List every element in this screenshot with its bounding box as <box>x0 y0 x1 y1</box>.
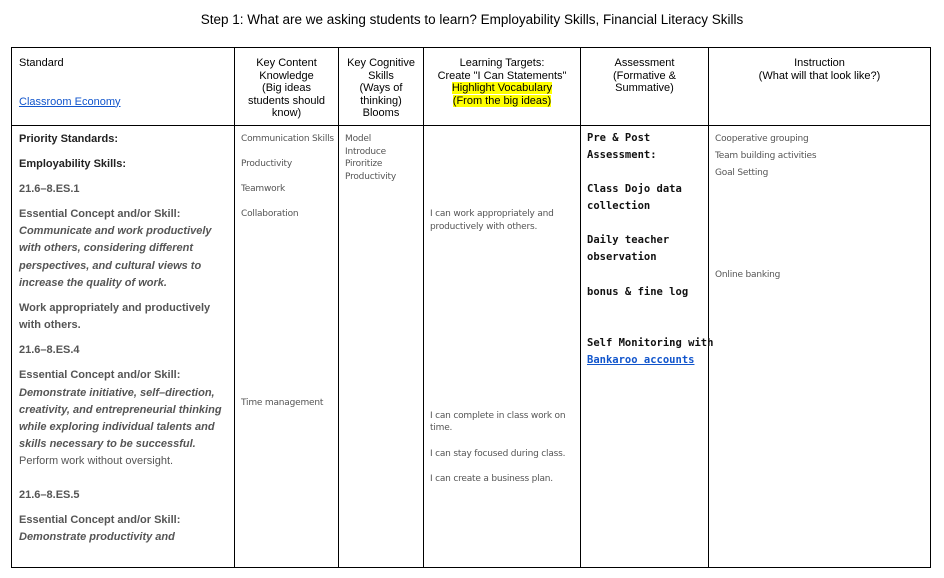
header-content <box>235 57 338 120</box>
highlight-vocabulary: Highlight Vocabulary <box>451 82 553 94</box>
target-line: I can complete in class work on <box>430 411 566 421</box>
cognitive-item: Model <box>345 134 372 144</box>
header-cognitive-line: Skills <box>368 69 394 82</box>
work-line: with others. <box>19 319 81 331</box>
header-content-line: Key Content <box>256 57 317 69</box>
concept-line: with others, considering different <box>19 242 193 254</box>
concept-line: Demonstrate productivity and <box>19 531 175 543</box>
assessment-line: Class Dojo data <box>587 183 682 195</box>
target-line: I can work appropriately and <box>430 209 554 219</box>
cognitive-item: Productivity <box>345 172 396 182</box>
header-assessment <box>581 57 708 95</box>
header-cognitive-line: Key Cognitive <box>347 57 415 69</box>
header-assessment-line: (Formative & <box>613 69 676 82</box>
header-standard-label: Standard <box>19 57 64 69</box>
concept-label: Essential Concept and/or Skill: <box>19 369 181 381</box>
standard-code: 21.6–8.ES.1 <box>19 183 80 195</box>
concept-line: perspectives, and cultural views to <box>19 260 202 272</box>
classroom-economy-link[interactable]: Classroom Economy <box>19 95 121 108</box>
header-content-line: know) <box>271 107 302 119</box>
highlight-big-ideas: (From the big ideas) <box>452 94 552 107</box>
concept-line: while exploring individual talents and <box>19 421 215 433</box>
header-assessment-line: Assessment <box>614 57 675 69</box>
instruction-item: Online banking <box>715 270 781 280</box>
header-cognitive-line: thinking) <box>360 94 402 107</box>
header-targets <box>424 57 580 107</box>
header-cognitive <box>339 57 423 120</box>
content-item: Teamwork <box>241 184 285 194</box>
content-item: Collaboration <box>241 209 299 219</box>
header-instruction <box>709 57 930 82</box>
target-line: time. <box>430 423 453 433</box>
header-instruction-line: (What will that look like?) <box>758 69 881 82</box>
assessment-line: observation <box>587 251 657 263</box>
header-standard <box>19 57 229 108</box>
concept-label: Essential Concept and/or Skill: <box>19 208 181 220</box>
header-content-line: Knowledge <box>259 69 314 82</box>
content-item: Time management <box>241 398 324 408</box>
instruction-item: Cooperative grouping <box>715 134 809 144</box>
assessment-line: Pre & Post <box>587 132 651 144</box>
concept-line: skills necessary to be successful. <box>19 438 196 450</box>
assessment-line: collection <box>587 200 651 212</box>
concept-line: increase the quality of work. <box>19 277 167 289</box>
content-item: Productivity <box>241 159 292 169</box>
assessment-line: Assessment: <box>587 149 657 161</box>
bankaroo-link[interactable]: Bankaroo accounts <box>587 354 695 366</box>
header-instruction-line: Instruction <box>794 57 845 69</box>
header-content-line: students should <box>247 94 326 107</box>
concept-label: Essential Concept and/or Skill: <box>19 514 181 526</box>
header-content-line: (Big ideas <box>262 82 311 94</box>
concept-line: creativity, and entrepreneurial thinking <box>19 404 222 416</box>
content-item: Communication Skills <box>241 134 334 144</box>
header-assessment-line: Summative) <box>615 82 674 94</box>
instruction-item: Team building activities <box>715 151 817 161</box>
priority-standards: Priority Standards: <box>19 133 119 145</box>
assessment-line: Daily teacher <box>587 234 670 246</box>
instruction-item: Goal Setting <box>715 168 769 178</box>
standard-code: 21.6–8.ES.5 <box>19 489 80 501</box>
header-cognitive-line: (Ways of <box>359 82 403 94</box>
header-cognitive-line: Blooms <box>362 107 400 119</box>
concept-line: Communicate and work productively <box>19 225 212 237</box>
assessment-line: Self Monitoring with <box>587 337 714 349</box>
page-title: Step 1: What are we asking students to learn? Employability Skills, Financial Literacy Skills <box>200 12 744 27</box>
target-line: productively with others. <box>430 222 538 232</box>
standard-code: 21.6–8.ES.4 <box>19 344 80 356</box>
cognitive-item: Introduce <box>345 147 386 157</box>
cognitive-item: Piroritize <box>345 159 383 169</box>
employability-skills: Employability Skills: <box>19 158 126 170</box>
concept-line: Demonstrate initiative, self–direction, <box>19 387 215 399</box>
header-targets-line: Learning Targets: <box>459 57 545 69</box>
header-targets-line: Create "I Can Statements" <box>437 69 567 82</box>
perform-line: Perform work without oversight. <box>19 455 174 467</box>
assessment-line: bonus & fine log <box>587 286 689 298</box>
work-line: Work appropriately and productively <box>19 302 211 314</box>
target-line: I can create a business plan. <box>430 474 553 484</box>
target-line: I can stay focused during class. <box>430 449 566 459</box>
